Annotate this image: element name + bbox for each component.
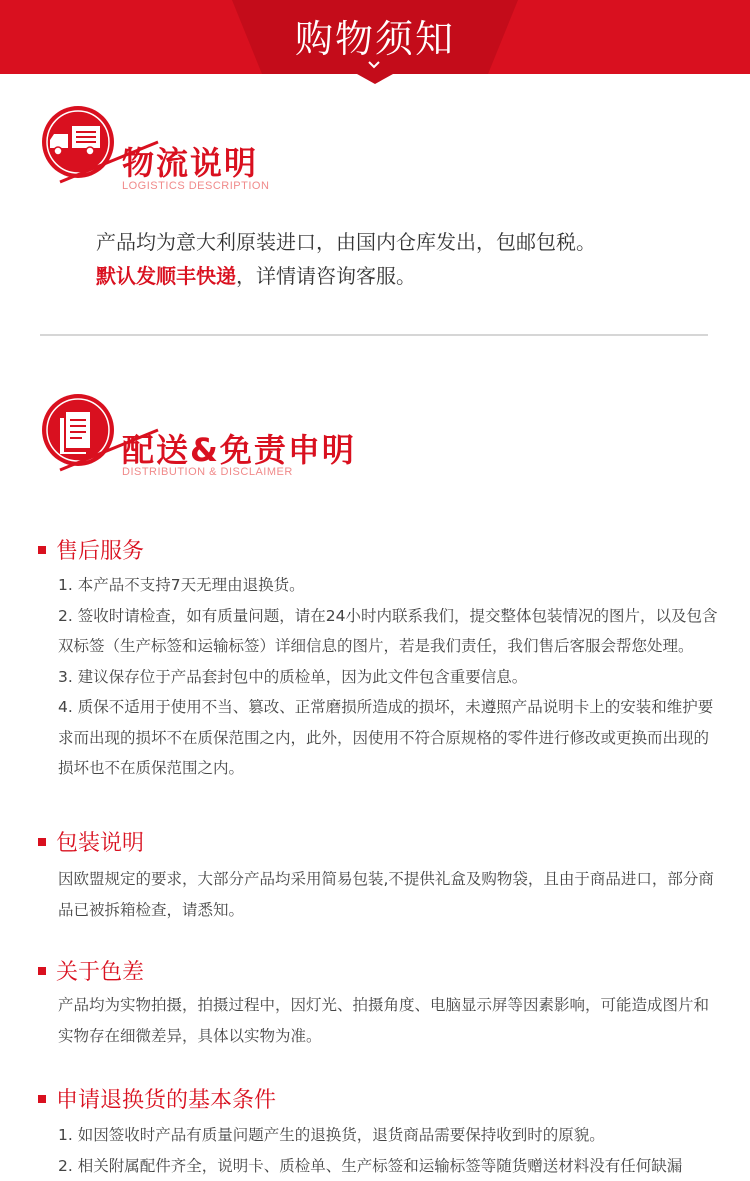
bullet-square — [38, 546, 46, 554]
logistics-subtitle: LOGISTICS DESCRIPTION — [122, 180, 269, 192]
bullet-square — [38, 1095, 46, 1103]
page-title: 购物须知 — [0, 8, 750, 63]
return-conditions-list — [58, 1120, 718, 1181]
bullet-square — [38, 967, 46, 975]
list-item: 2. 相关附属配件齐全，说明卡、质检单、生产标签和运输标签等随货赠送材料没有任何缺漏 — [58, 1151, 718, 1181]
after-sales-list — [58, 570, 718, 784]
packaging-heading-text: 包装说明 — [56, 831, 144, 856]
list-item: 4. 质保不适用于使用不当、篡改、正常磨损所造成的损坏，未遵照产品说明卡上的安装和维护要求而出现的损坏不在质保范围之内，此外，因使用不符合原规格的零件进行修改或更换而出现的损坏也不在质保范围之内。 — [58, 692, 718, 784]
after-sales-heading-text: 售后服务 — [56, 539, 144, 564]
return-conditions-heading — [38, 1083, 276, 1114]
section-divider — [40, 334, 708, 336]
logistics-line-2 — [96, 260, 416, 289]
packaging-heading — [38, 826, 144, 857]
logistics-title: 物流说明 — [122, 138, 258, 184]
color-text — [58, 990, 718, 1051]
list-item: 2. 签收时请检查，如有质量问题，请在24小时内联系我们，提交整体包装情况的图片，以及包含双标签（生产标签和运输标签）详细信息的图片，若是我们责任，我们售后客服会帮您处理。 — [58, 601, 718, 662]
after-sales-heading — [38, 534, 144, 565]
color-paragraph: 产品均为实物拍摄，拍摄过程中，因灯光、拍摄角度、电脑显示屏等因素影响，可能造成图片和实物存在细微差异，具体以实物为准。 — [58, 990, 718, 1051]
color-heading — [38, 955, 144, 986]
list-item: 1. 如因签收时产品有质量问题产生的退换货，退货商品需要保持收到时的原貌。 — [58, 1120, 718, 1151]
distribution-title: 配送&免责申明 — [122, 425, 356, 471]
logistics-line-1: 产品均为意大利原装进口，由国内仓库发出，包邮包税。 — [96, 226, 596, 255]
header-notch — [357, 74, 393, 84]
return-conditions-heading-text: 申请退换货的基本条件 — [56, 1088, 276, 1113]
chevron-down-icon — [367, 58, 381, 72]
color-heading-text: 关于色差 — [56, 960, 144, 985]
page-header — [0, 0, 750, 74]
distribution-subtitle: DISTRIBUTION & DISCLAIMER — [122, 466, 293, 478]
bullet-square — [38, 838, 46, 846]
packaging-text — [58, 864, 718, 925]
packaging-paragraph: 因欧盟规定的要求，大部分产品均采用简易包装,不提供礼盒及购物袋，且由于商品进口，部分商品已被拆箱检查，请悉知。 — [58, 864, 718, 925]
list-item: 3. 建议保存位于产品套封包中的质检单，因为此文件包含重要信息。 — [58, 662, 718, 693]
consult-service-text: ，详情请咨询客服。 — [236, 264, 416, 288]
default-courier-text: 默认发顺丰快递 — [96, 264, 236, 288]
list-item: 1. 本产品不支持7天无理由退换货。 — [58, 570, 718, 601]
